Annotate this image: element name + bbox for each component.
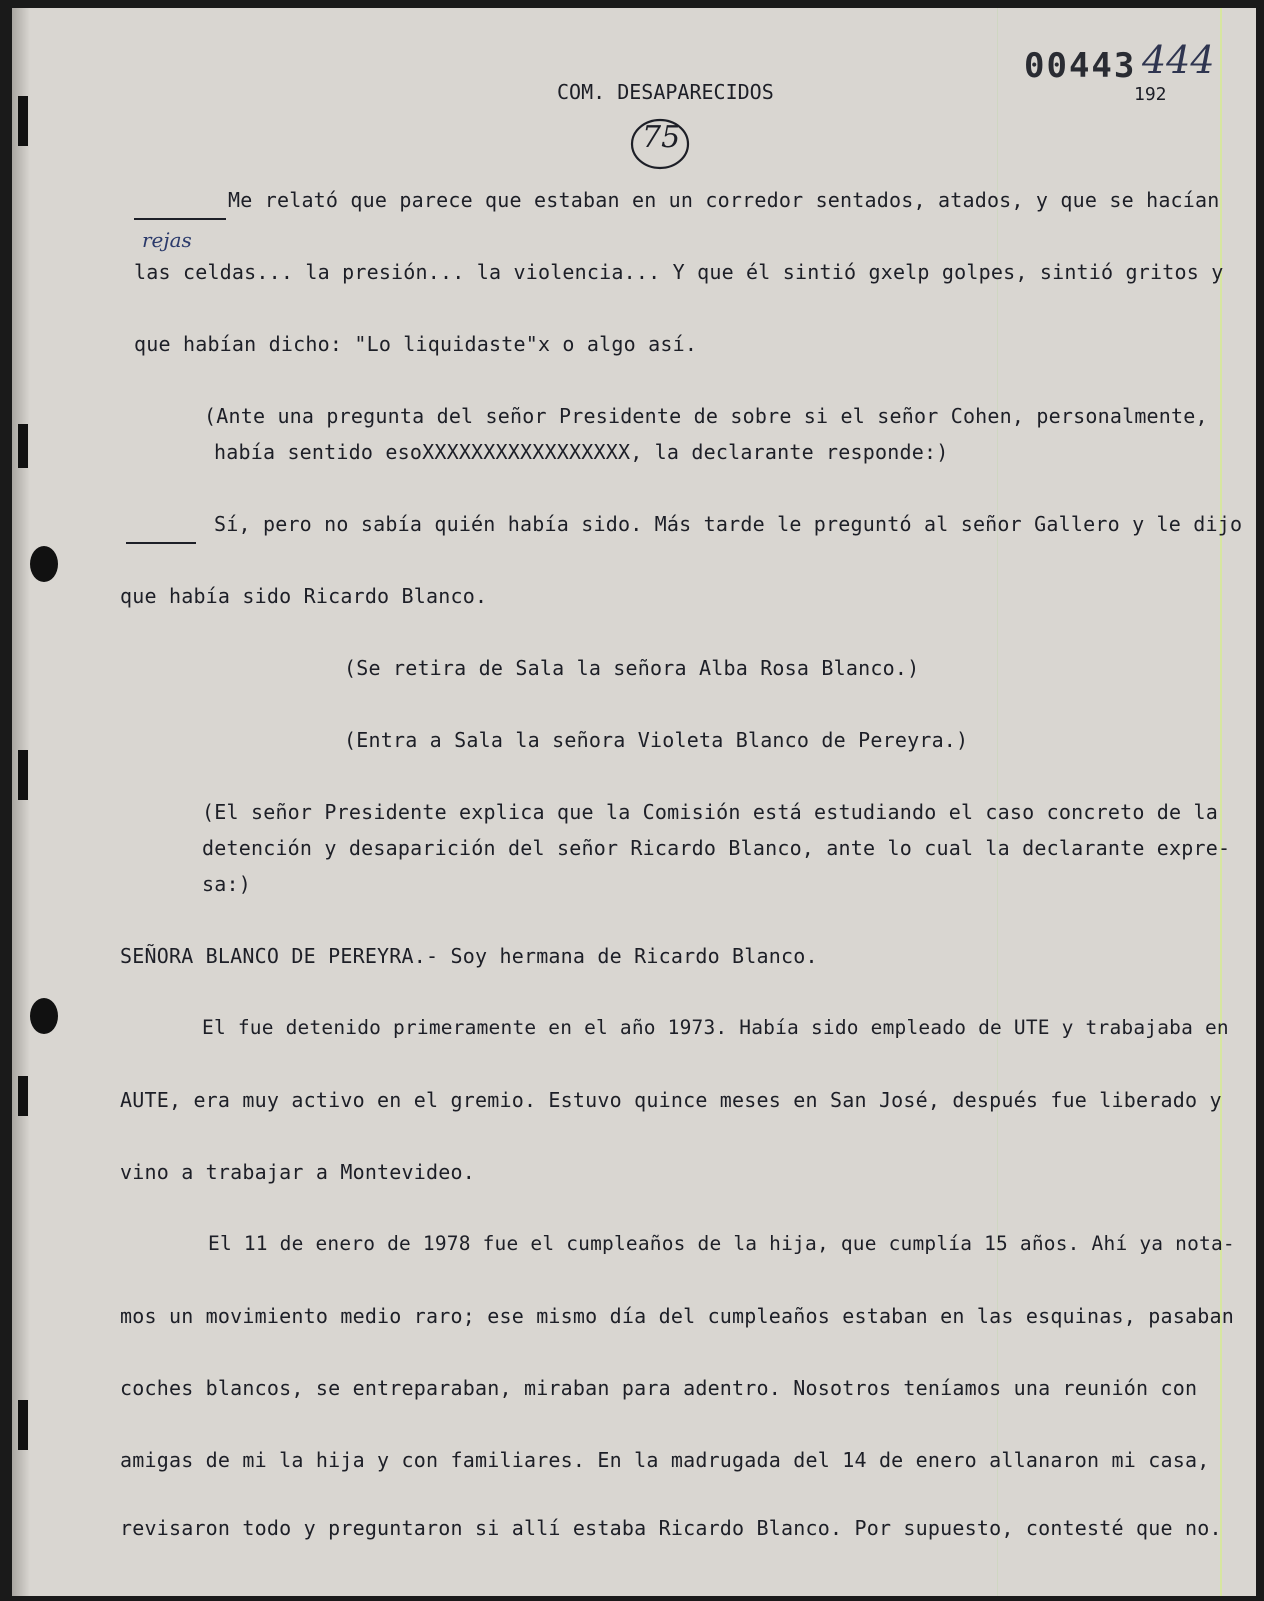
binder-mark: [18, 1076, 28, 1116]
scan-line: [1220, 8, 1222, 1596]
text-line: (Entra a Sala la señora Violeta Blanco de Pereyra.): [344, 728, 969, 752]
text-line: había sentido esoXXXXXXXXXXXXXXXXX, la declarante responde:): [214, 440, 949, 464]
text-line: El 11 de enero de 1978 fue el cumpleaños de la hija, que cumplía 15 años. Ahí ya nota-: [208, 1232, 1235, 1255]
indent-line: [134, 218, 226, 220]
punch-hole: [30, 998, 58, 1034]
text-line: amigas de mi la hija y con familiares. En la madrugada del 14 de enero allanaron mi casa,: [120, 1448, 1210, 1472]
text-line: revisaron todo y preguntaron si allí estaba Ricardo Blanco. Por supuesto, contesté que no.: [120, 1516, 1222, 1540]
text-line: Me relató que parece que estaban en un corredor sentados, atados, y que se hacían: [228, 188, 1220, 212]
binder-mark: [18, 1400, 28, 1450]
text-line: mos un movimiento medio raro; ese mismo día del cumpleaños estaban en las esquinas, pasaban: [120, 1304, 1234, 1328]
indent-line: [126, 542, 196, 544]
text-line: vino a trabajar a Montevideo.: [120, 1160, 475, 1184]
binder-mark: [18, 96, 28, 146]
text-line: que habían dicho: "Lo liquidaste"x o algo así.: [134, 332, 698, 356]
text-line: (Se retira de Sala la señora Alba Rosa Blanco.): [344, 656, 920, 680]
text-line: las celdas... la presión... la violencia... Y que él sintió gxelp golpes, sintió gritos y: [134, 260, 1224, 284]
page-number: 192: [1134, 84, 1167, 105]
text-line: coches blancos, se entreparaban, miraban para adentro. Nosotros teníamos una reunión con: [120, 1376, 1198, 1400]
handwritten-page-number: 444: [1142, 38, 1215, 82]
document-page: [12, 8, 1256, 1596]
text-line: detención y desaparición del señor Ricardo Blanco, ante lo cual la declarante expre-: [202, 836, 1231, 860]
circled-number: 75: [642, 120, 681, 155]
binder-mark: [18, 424, 28, 468]
text-line: (Ante una pregunta del señor Presidente de sobre si el señor Cohen, personalmente,: [204, 404, 1208, 428]
text-line: El fue detenido primeramente en el año 1973. Había sido empleado de UTE y trabajaba en: [202, 1016, 1229, 1039]
page-header-title: COM. DESAPARECIDOS: [557, 80, 774, 104]
text-line: (El señor Presidente explica que la Comisión está estudiando el caso concreto de la: [202, 800, 1219, 824]
page-edge-shadow: [12, 8, 30, 1596]
text-line: que había sido Ricardo Blanco.: [120, 584, 488, 608]
text-line: Sí, pero no sabía quién había sido. Más tarde le preguntó al señor Gallero y le dijo: [214, 512, 1243, 536]
document-stamp-number: 00443: [1024, 46, 1137, 86]
punch-hole: [30, 546, 58, 582]
binder-mark: [18, 750, 28, 800]
text-line: SEÑORA BLANCO DE PEREYRA.- Soy hermana de Ricardo Blanco.: [120, 944, 818, 968]
text-line: sa:): [202, 872, 251, 896]
text-line: AUTE, era muy activo en el gremio. Estuvo quince meses en San José, después fue liberado y: [120, 1088, 1222, 1112]
handwritten-correction: rejas: [142, 228, 192, 252]
